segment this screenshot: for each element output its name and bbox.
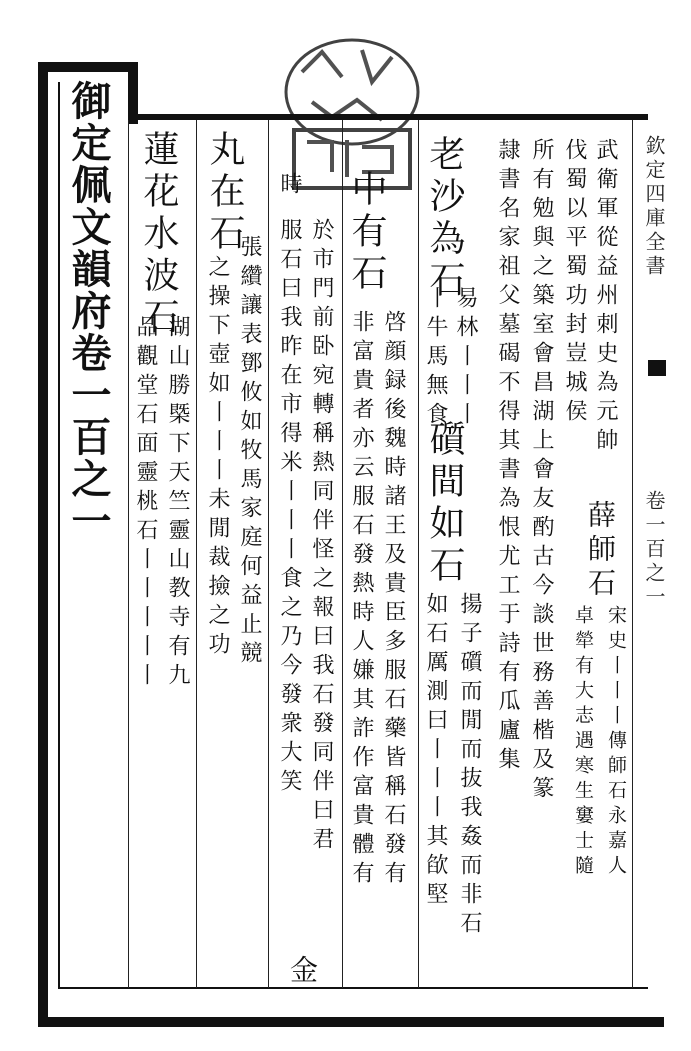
frame-inner-bottom: [58, 987, 648, 989]
text-column: 啓顔録後魏時諸王及貴臣多服石藥皆稱石發有: [381, 310, 406, 890]
entry-heading: 中有石: [346, 170, 387, 296]
text-column: 揚子礩而閒而抜我姦而非石: [457, 592, 482, 940]
column-divider: [418, 120, 419, 988]
column-divider: [128, 120, 129, 988]
page-marker: 金: [286, 955, 319, 989]
text-column: 宋史丨丨丨傳師石永嘉人: [605, 605, 627, 880]
column-divider: [632, 120, 633, 988]
text-column: 之操下壺如丨丨丨未閒裁撿之功: [205, 255, 230, 661]
text-column: 非富貴者亦云服石發熱時人嫌其詐作富貴體有: [349, 310, 374, 890]
text-column: 品觀堂石面靈桃石丨丨丨丨丨: [133, 315, 158, 692]
text-column: 武衛軍從益州刺史為元帥: [593, 138, 618, 457]
entry-heading: 礩間如石: [424, 420, 465, 588]
text-column: 卓犖有大志遇寒生窶士隨: [572, 605, 594, 880]
frame-top-right: [128, 114, 648, 120]
entry-heading: 蓮花水波石: [138, 130, 179, 340]
text-column: 服石曰我昨在市得米丨丨丨食之乃今發衆大笑: [277, 218, 302, 798]
fishtail-mark: [648, 360, 666, 376]
entry-heading: 丸在石: [204, 130, 245, 256]
text-column: 伐蜀以平蜀功封豈城侯: [562, 138, 587, 428]
entry-heading: 老沙為石: [424, 135, 465, 303]
text-column: 易林丨丨丨: [453, 286, 478, 431]
entry-heading: 薛師石: [584, 500, 617, 602]
frame-top-left: [38, 62, 138, 72]
text-column: 張纘讓表鄧攸如牧馬家庭何益止競: [237, 235, 262, 670]
column-divider: [196, 120, 197, 988]
page-title: 御定佩文韻府卷一百之一: [65, 80, 112, 542]
text-column: 於市門前卧宛轉稱熱同伴怪之報曰我石發同伴曰君: [309, 218, 334, 856]
margin-title: 欽定四庫全書: [642, 135, 666, 279]
text-column: 隷書名家祖父墓碣不得其書為恨尤工于詩有瓜廬集: [495, 138, 520, 776]
text-column: 時: [277, 172, 302, 201]
text-column: 丨牛馬無食: [423, 286, 448, 431]
frame-inner-line: [58, 82, 60, 987]
text-column: 湖山勝槩下天竺靈山教寺有九: [165, 315, 190, 692]
column-divider: [268, 120, 269, 988]
text-column: 所有勉與之築室會昌湖上會友酌古今談世務善楷及篆: [529, 138, 554, 805]
text-column: 如石厲測曰丨丨丨其欿堅: [423, 592, 448, 911]
column-divider: [342, 120, 343, 988]
margin-chapter: 卷一百之一: [642, 490, 666, 610]
